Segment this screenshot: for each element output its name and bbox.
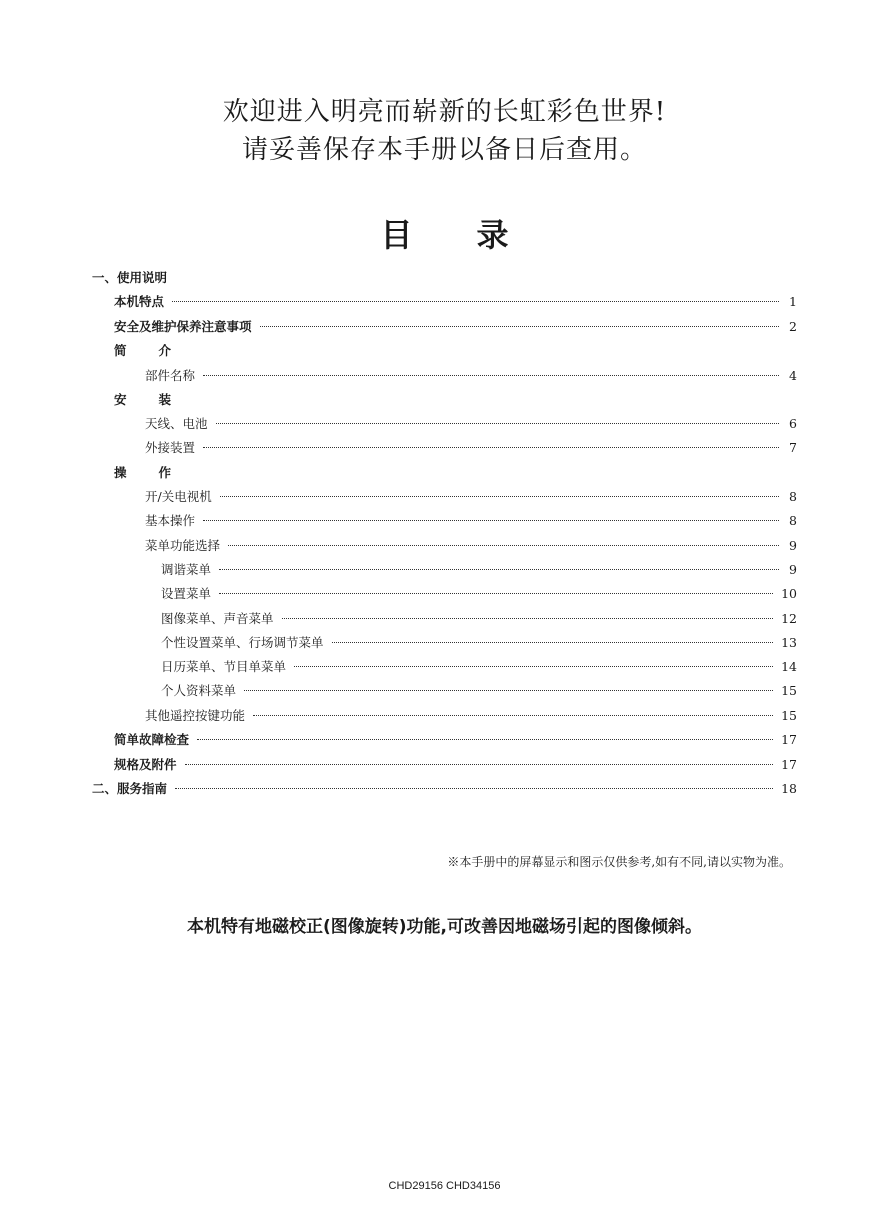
toc-entry-page: 15 (781, 683, 797, 698)
toc-entry (161, 683, 797, 699)
toc-entry-page: 13 (781, 635, 797, 650)
toc-entry (145, 513, 797, 529)
toc-entry (145, 489, 797, 505)
toc-leader (228, 545, 779, 546)
welcome-line-1: 欢迎进入明亮而崭新的长虹彩色世界! (222, 97, 667, 127)
toc-leader (203, 447, 779, 448)
toc-entry-label: 简单故障检查 (114, 732, 190, 747)
toc-group-char: 安 (114, 392, 127, 407)
toc-group-char: 介 (158, 343, 172, 358)
toc-entry-page: 1 (789, 294, 797, 309)
toc-entry-page: 15 (781, 708, 797, 723)
toc-leader (197, 739, 773, 740)
feature-statement: 本机特有地磁校正(图像旋转)功能,可改善因地磁场引起的图像倾斜。 (187, 917, 702, 937)
toc-entry (114, 757, 797, 773)
toc-leader (332, 642, 774, 643)
toc-group-operate (114, 465, 171, 481)
toc-entry-page: 12 (781, 611, 797, 626)
toc-entry-page: 7 (789, 440, 797, 455)
toc-section-label: 二、服务指南 (92, 781, 168, 796)
toc-group-char: 装 (158, 392, 172, 407)
toc-entry (145, 440, 797, 456)
welcome-line-2: 请妥善保存本手册以备日后查用。 (241, 135, 647, 165)
toc-group-char: 简 (114, 343, 127, 358)
toc-leader (203, 375, 779, 376)
toc-entry-label: 天线、电池 (145, 416, 208, 431)
toc-entry (161, 611, 797, 627)
toc-entry-page: 6 (789, 416, 797, 431)
toc-entry-page: 9 (789, 538, 797, 553)
toc-leader (175, 788, 773, 789)
toc-entry (161, 659, 797, 675)
toc-entry-label: 个性设置菜单、行场调节菜单 (161, 635, 324, 650)
toc-section-service (92, 781, 797, 797)
toc-title (0, 213, 889, 257)
toc-leader (253, 715, 773, 716)
toc-entry (114, 319, 797, 335)
toc-entry-label: 基本操作 (145, 513, 196, 528)
toc-entry-page: 9 (789, 562, 797, 577)
toc-entry-label: 调谐菜单 (161, 562, 212, 577)
toc-entry-page: 4 (789, 368, 797, 383)
toc-title-char-1: 目 (380, 216, 413, 254)
toc-entry (161, 586, 797, 602)
toc-group-char: 作 (158, 465, 172, 480)
toc-leader (220, 496, 779, 497)
toc-entry (145, 538, 797, 554)
toc-leader (216, 423, 779, 424)
toc-group-install (114, 392, 171, 408)
toc-entry-page: 17 (781, 757, 797, 772)
toc-entry (161, 635, 797, 651)
toc-entry (114, 294, 797, 310)
toc-leader (185, 764, 774, 765)
toc-entry (145, 416, 797, 432)
disclaimer-note: ※本手册中的屏幕显示和图示仅供参考,如有不同,请以实物为准。 (447, 855, 791, 869)
toc-entry-page: 10 (781, 586, 797, 601)
toc-entry-label: 图像菜单、声音菜单 (161, 611, 274, 626)
toc-leader (203, 520, 779, 521)
toc-entry (161, 562, 797, 578)
toc-entry-label: 菜单功能选择 (145, 538, 221, 553)
toc-leader (172, 301, 779, 302)
toc-entry-page: 14 (781, 659, 797, 674)
toc-entry-label: 部件名称 (145, 368, 196, 383)
toc-entry-label: 设置菜单 (161, 586, 212, 601)
toc-entry-label: 日历菜单、节目单菜单 (161, 659, 287, 674)
toc-group-intro (114, 343, 171, 359)
toc-entry (145, 708, 797, 724)
toc-entry-page: 2 (789, 319, 797, 334)
toc-entry-label: 安全及维护保养注意事项 (114, 319, 252, 334)
toc-entry-label: 开/关电视机 (145, 489, 212, 504)
toc-leader (219, 569, 779, 570)
toc-entry-label: 外接装置 (145, 440, 196, 455)
toc-entry-page: 8 (789, 513, 797, 528)
toc-leader (282, 618, 774, 619)
toc-entry-label: 个人资料菜单 (161, 683, 237, 698)
toc-section-page: 18 (781, 781, 797, 796)
model-numbers: CHD29156 CHD34156 (388, 1180, 501, 1192)
toc-leader (244, 690, 773, 691)
toc-entry-page: 8 (789, 489, 797, 504)
toc-entry-label: 规格及附件 (114, 757, 177, 772)
toc-group-char: 操 (114, 465, 127, 480)
toc-leader (260, 326, 779, 327)
toc-section-usage: 一、使用说明 (92, 270, 168, 285)
toc-title-char-2: 录 (476, 216, 509, 254)
toc-entry (145, 368, 797, 384)
toc-leader (294, 666, 773, 667)
toc-entry-page: 17 (781, 732, 797, 747)
toc-entry-label: 本机特点 (114, 294, 165, 309)
toc-entry-label: 其他遥控按键功能 (145, 708, 246, 723)
toc-leader (219, 593, 773, 594)
toc-entry (114, 732, 797, 748)
